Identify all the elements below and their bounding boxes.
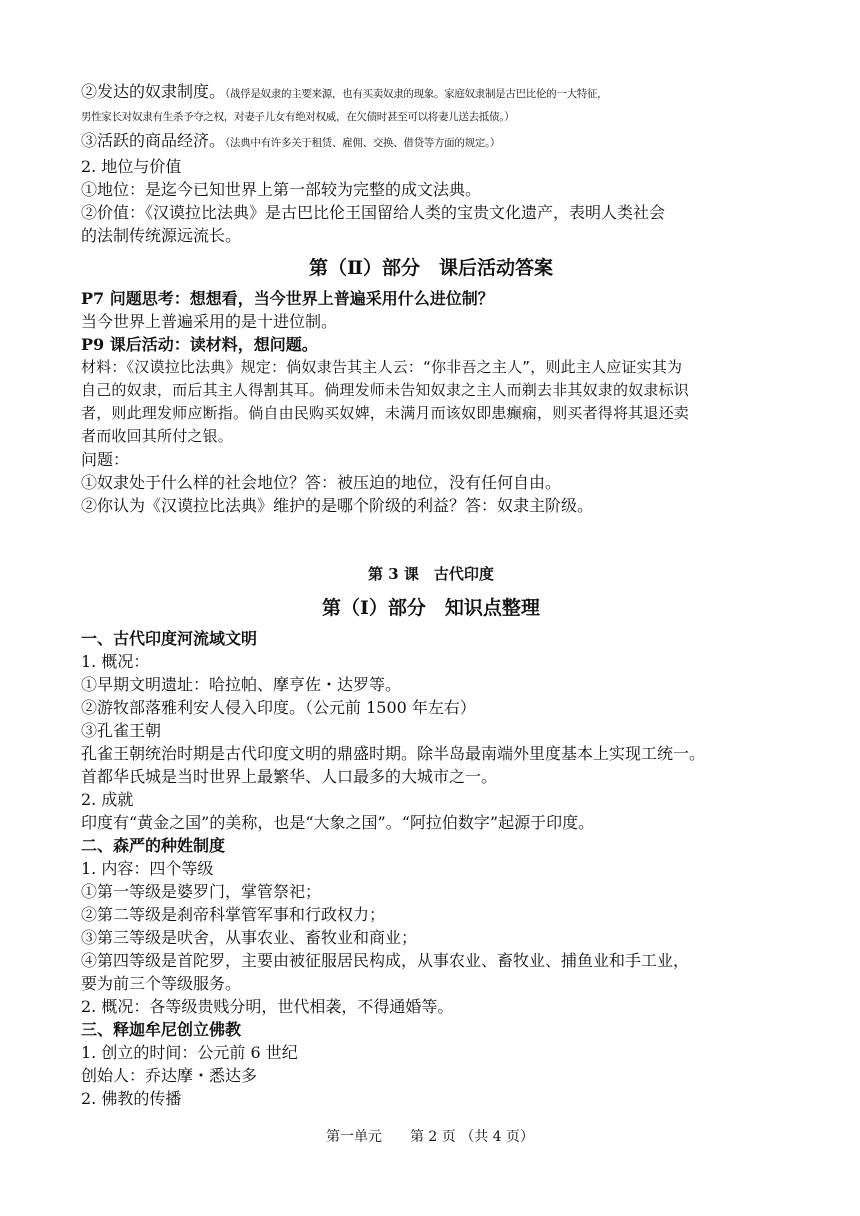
- section-heading: 一、古代印度河流域文明: [81, 629, 258, 648]
- text-line: 1. 概况：: [81, 652, 150, 671]
- text-line: ②第二等级是刹帝科掌管军事和行政权力；: [81, 905, 386, 924]
- lesson-title: 第 3 课 古代印度: [368, 565, 494, 583]
- text-line: 创始人：乔达摩・悉达多: [81, 1066, 258, 1085]
- text-line: 1. 内容：四个等级: [81, 859, 214, 878]
- text-line: 印度有“黄金之国”的美称，也是“大象之国”。“阿拉伯数字”起源于印度。: [81, 813, 595, 832]
- page-footer: 第一单元 第 2 页 （共 4 页）: [325, 1129, 535, 1145]
- text-line: ④第四等级是首陀罗，主要由被征服居民构成，从事农业、畜牧业、捕鱼业和手工业，: [81, 951, 690, 970]
- question-heading: P7 问题思考：想想看，当今世界上普遍采用什么进位制？: [81, 289, 494, 308]
- text-line: 2. 佛教的传播: [81, 1089, 182, 1108]
- material-text: 者而收回其所付之银。: [81, 427, 234, 445]
- text-line: 2. 概况：各等级贵贱分明，世代相袭，不得通婚等。: [81, 997, 454, 1016]
- text-line: 2. 成就: [81, 790, 134, 809]
- text-line: ②发达的奴隶制度。: [81, 82, 226, 101]
- text-line: 要为前三个等级服务。: [81, 974, 242, 993]
- paragraph-line: [81, 80, 781, 106]
- text-line: ③孔雀王朝: [81, 721, 162, 740]
- text-line: ①早期文明遗址：哈拉帕、摩亨佐・达罗等。: [81, 675, 402, 694]
- note-text: （战俘是奴隶的主要来源，也有买卖奴隶的现象。家庭奴隶制是古巴比伦的一大特征，: [225, 88, 608, 100]
- section-heading: 二、森严的种姓制度: [81, 836, 226, 855]
- text-line: ②游牧部落雅利安人侵入印度。（公元前 1500 年左右）: [81, 698, 476, 717]
- text-line: 孔雀王朝统治时期是古代印度文明的鼎盛时期。除半岛最南端外里度基本上实现工统一。: [81, 744, 706, 763]
- text-line: 2. 地位与价值: [81, 157, 182, 176]
- text-line: 的法制传统源远流长。: [81, 226, 242, 245]
- text-line: 1. 创立的时间：公元前 6 世纪: [81, 1043, 298, 1062]
- paragraph-line: [81, 129, 781, 155]
- text-line: ③第三等级是吠舍，从事农业、畜牧业和商业；: [81, 928, 418, 947]
- text-line: ①第一等级是婆罗门，掌管祭祀；: [81, 882, 322, 901]
- document-page: [81, 80, 781, 1110]
- section-title: 第（Ⅰ）部分 知识点整理: [322, 597, 540, 619]
- section-heading: 三、释迦牟尼创立佛教: [81, 1020, 242, 1039]
- text-line: ②价值：《汉谟拉比法典》是古巴比伦王国留给人类的宝贵文化遗产，表明人类社会: [81, 203, 666, 222]
- text-line: ③活跃的商品经济。: [81, 131, 226, 150]
- note-text: （法典中有许多关于租赁、雇佣、交换、借贷等方面的规定。）: [225, 137, 501, 149]
- text-line: 首都华氏城是当时世界上最繁华、人口最多的大城市之一。: [81, 767, 498, 786]
- material-text: 材料：《汉谟拉比法典》规定：倘奴隶告其主人云：“你非吾之主人”，则此主人应证实其为: [81, 358, 683, 376]
- material-text: 者，则此理发师应断指。倘自由民购买奴婢，未满月而该奴即患癫痫，则买者得将其退还卖: [81, 404, 690, 422]
- note-text: 男性家长对奴隶有生杀予夺之权，对妻子儿女有绝对权威，在欠债时甚至可以将妻儿送去抵债。）: [81, 111, 515, 123]
- qa-line: ①奴隶处于什么样的社会地位？答：被压迫的地位，没有任何自由。: [81, 473, 562, 492]
- text-line: ①地位：是迄今已知世界上第一部较为完整的成文法典。: [81, 180, 482, 199]
- answer-text: 当今世界上普遍采用的是十进位制。: [81, 312, 338, 331]
- section-title: 第（Ⅱ）部分 课后活动答案: [308, 257, 553, 279]
- material-text: 自己的奴隶，而后其主人得割其耳。倘理发师未告知奴隶之主人而剃去非其奴隶的奴隶标识: [81, 381, 690, 399]
- question-heading: P9 课后活动：读材料，想问题。: [81, 335, 318, 354]
- question-label: 问题：: [81, 450, 130, 469]
- qa-line: ②你认为《汉谟拉比法典》维护的是哪个阶级的利益？答：奴隶主阶级。: [81, 496, 594, 515]
